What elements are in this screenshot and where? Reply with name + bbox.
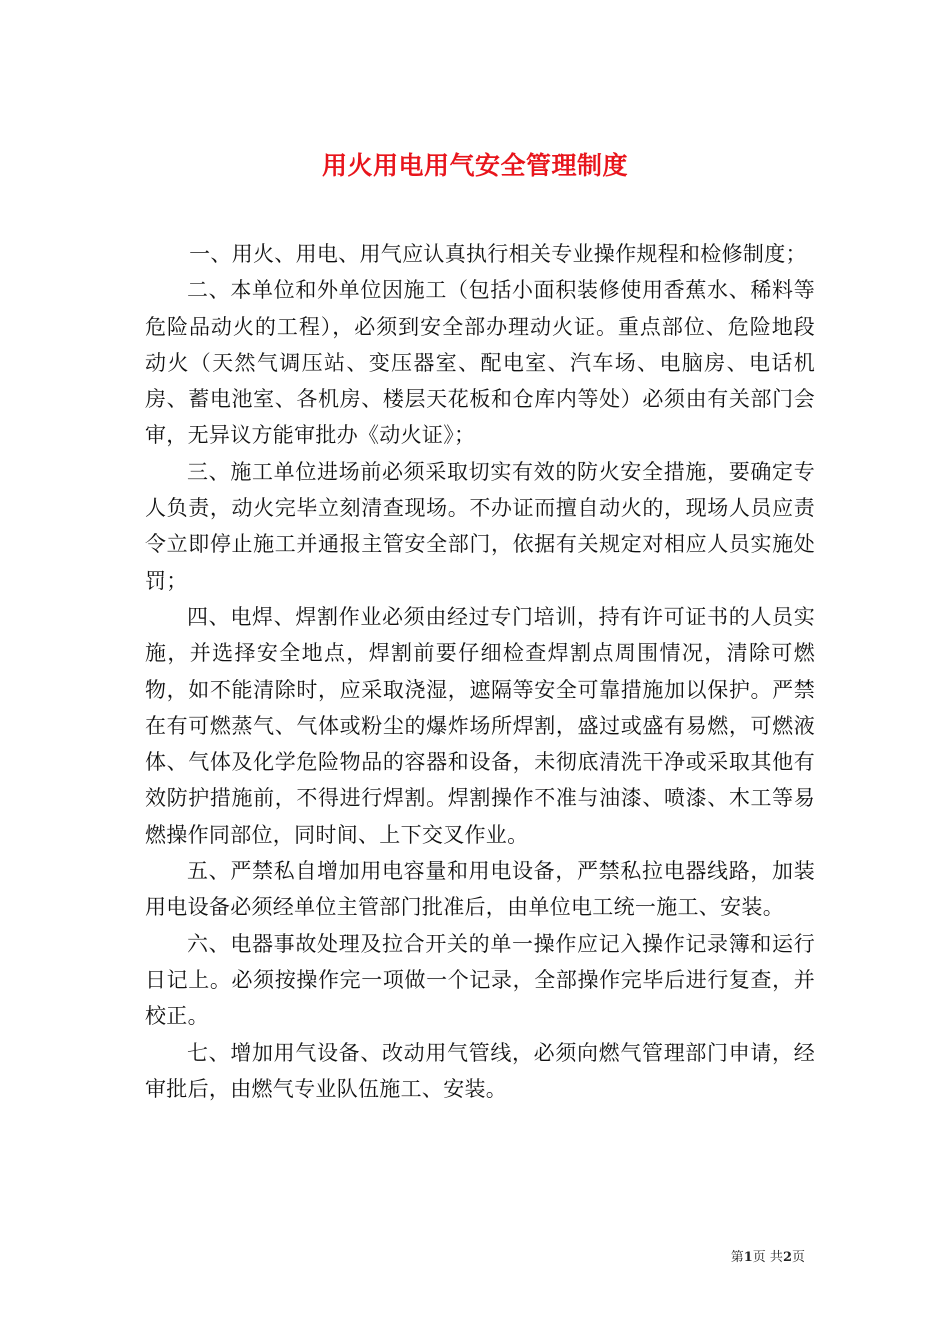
document-title: 用火用电用气安全管理制度 — [321, 150, 628, 180]
current-page-number: 1 — [743, 1250, 753, 1265]
page-middle: 页 共 — [752, 1250, 783, 1265]
document-body — [145, 236, 815, 1107]
paragraph-2: 二、本单位和外单位因施工（包括小面积装修使用香蕉水、稀料等危险品动火的工程），必须到安全部办理动火证。重点部位、危险地段动火（天然气调压站、变压器室、配电室、汽车场、电脑房、电话机房、蓄电池室、各机房、楼层天花板和仓库内等处）必须由有关部门会审，无异议方能审批办《动火证》； — [145, 278, 815, 448]
paragraph-7: 七、增加用气设备、改动用气管线，必须向燃气管理部门申请，经审批后，由燃气专业队伍施工、安装。 — [145, 1040, 815, 1101]
page-prefix: 第 — [730, 1250, 744, 1265]
page-footer — [731, 1249, 805, 1267]
paragraph-1: 一、用火、用电、用气应认真执行相关专业操作规程和检修制度； — [189, 242, 807, 266]
paragraph-3: 三、施工单位进场前必须采取切实有效的防火安全措施，要确定专人负责，动火完毕立刻清查现场。不办证而擅自动火的，现场人员应责令立即停止施工并通报主管安全部门，依据有关规定对相应人员实施处罚； — [145, 459, 815, 593]
paragraph-6: 六、电器事故处理及拉合开关的单一操作应记入操作记录簿和运行日记上。必须按操作完一项做一个记录，全部操作完毕后进行复查，并校正。 — [145, 931, 815, 1029]
paragraph-5: 五、严禁私自增加用电容量和用电设备，严禁私拉电器线路，加装用电设备必须经单位主管部门批准后，由单位电工统一施工、安装。 — [145, 859, 815, 920]
page-suffix: 页 — [791, 1250, 805, 1265]
paragraph-4: 四、电焊、焊割作业必须由经过专门培训，持有许可证书的人员实施，并选择安全地点，焊割前要仔细检查焊割点周围情况，清除可燃物，如不能清除时，应采取浇湿，遮隔等安全可靠措施加以保护。严禁在有可燃蒸气、气体或粉尘的爆炸场所焊割，盛过或盛有易燃，可燃液体、气体及化学危险物品的容器和设备，未彻底清洗干净或采取其他有效防护措施前，不得进行焊割。焊割操作不准与油漆、喷漆、木工等易燃操作同部位，同时间、上下交叉作业。 — [145, 604, 815, 847]
total-pages-number: 2 — [782, 1250, 792, 1265]
